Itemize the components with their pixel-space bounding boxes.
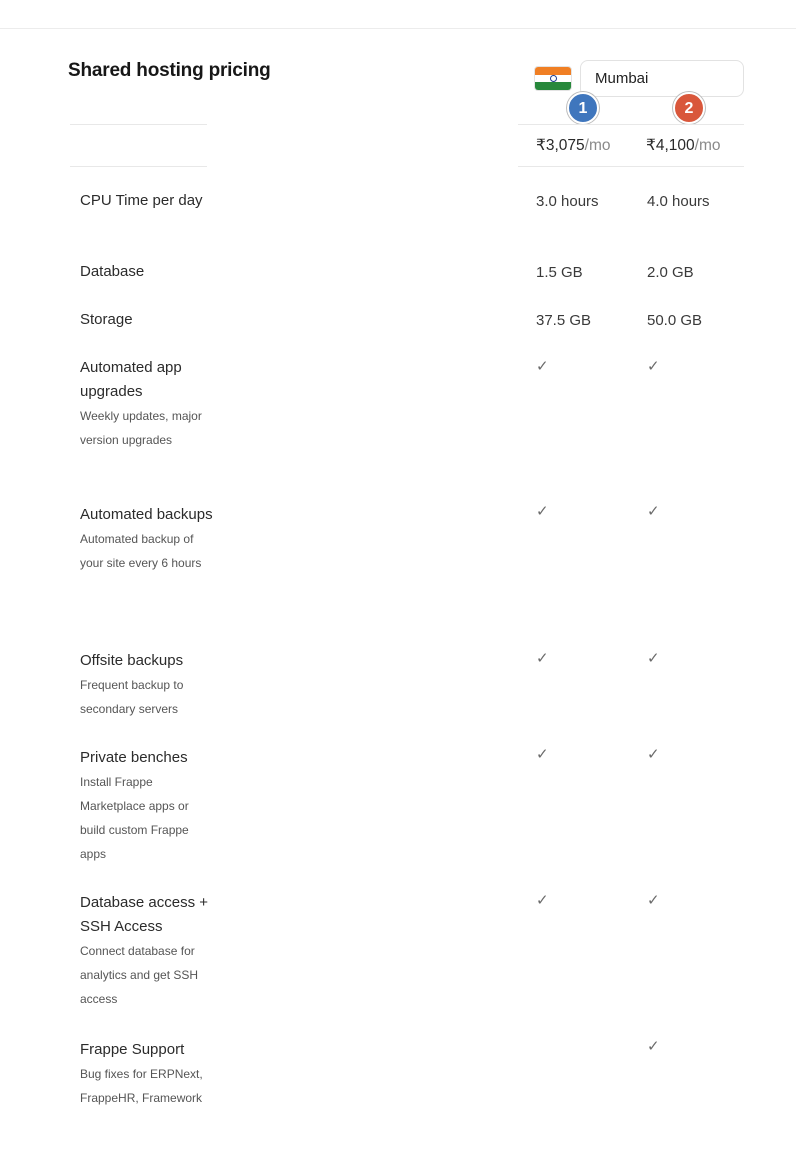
check-icon: ✓ — [647, 892, 660, 909]
feature-description: Bug fixes for ERPNext, FrappeHR, Framework — [80, 1067, 203, 1105]
feature-description: Weekly updates, major version upgrades — [80, 409, 202, 447]
plan-1-price: ₹3,075/mo — [536, 137, 611, 154]
check-icon: ✓ — [536, 358, 549, 375]
feature-label — [80, 356, 215, 452]
feature-description: Connect database for analytics and get SSH access — [80, 944, 199, 1006]
plan-2-badge: 2 — [673, 92, 705, 124]
divider — [70, 124, 207, 125]
feature-label — [80, 746, 215, 866]
check-icon: ✓ — [536, 892, 549, 909]
feature-title: Automated app upgrades — [80, 359, 182, 400]
divider — [518, 166, 744, 167]
feature-title: Frappe Support — [80, 1041, 185, 1058]
feature-value: 4.0 hours — [647, 193, 710, 210]
plan-2-price: ₹4,100/mo — [646, 137, 721, 154]
india-flag-icon — [534, 66, 572, 91]
feature-label — [80, 649, 215, 721]
feature-value: 50.0 GB — [647, 312, 703, 329]
page-title: Shared hosting pricing — [68, 60, 271, 81]
divider — [518, 124, 744, 125]
check-icon: ✓ — [647, 746, 660, 763]
feature-title: Private benches — [80, 749, 188, 766]
check-icon: ✓ — [647, 358, 660, 375]
feature-label — [80, 503, 215, 575]
divider — [70, 166, 207, 167]
feature-value: 1.5 GB — [536, 264, 583, 281]
feature-label: CPU Time per day — [80, 192, 203, 209]
feature-label — [80, 891, 215, 1011]
feature-value: 37.5 GB — [536, 312, 592, 329]
feature-description: Frequent backup to secondary servers — [80, 678, 184, 716]
feature-label: Database — [80, 263, 145, 280]
feature-label — [80, 1038, 215, 1110]
feature-value: 2.0 GB — [647, 264, 694, 281]
feature-label: Storage — [80, 311, 133, 328]
region-select[interactable]: Mumbai — [580, 60, 744, 97]
feature-title: Database access + SSH Access — [80, 894, 208, 935]
check-icon: ✓ — [647, 503, 660, 520]
feature-title: Automated backups — [80, 506, 213, 523]
plan-1-badge: 1 — [567, 92, 599, 124]
check-icon: ✓ — [536, 650, 549, 667]
feature-value: 3.0 hours — [536, 193, 599, 210]
check-icon: ✓ — [647, 1038, 660, 1055]
check-icon: ✓ — [536, 746, 549, 763]
top-divider — [0, 28, 796, 29]
check-icon: ✓ — [647, 650, 660, 667]
feature-title: Offsite backups — [80, 652, 184, 669]
feature-description: Automated backup of your site every 6 hours — [80, 532, 202, 570]
feature-description: Install Frappe Marketplace apps or build custom Frappe apps — [80, 775, 189, 861]
check-icon: ✓ — [536, 503, 549, 520]
